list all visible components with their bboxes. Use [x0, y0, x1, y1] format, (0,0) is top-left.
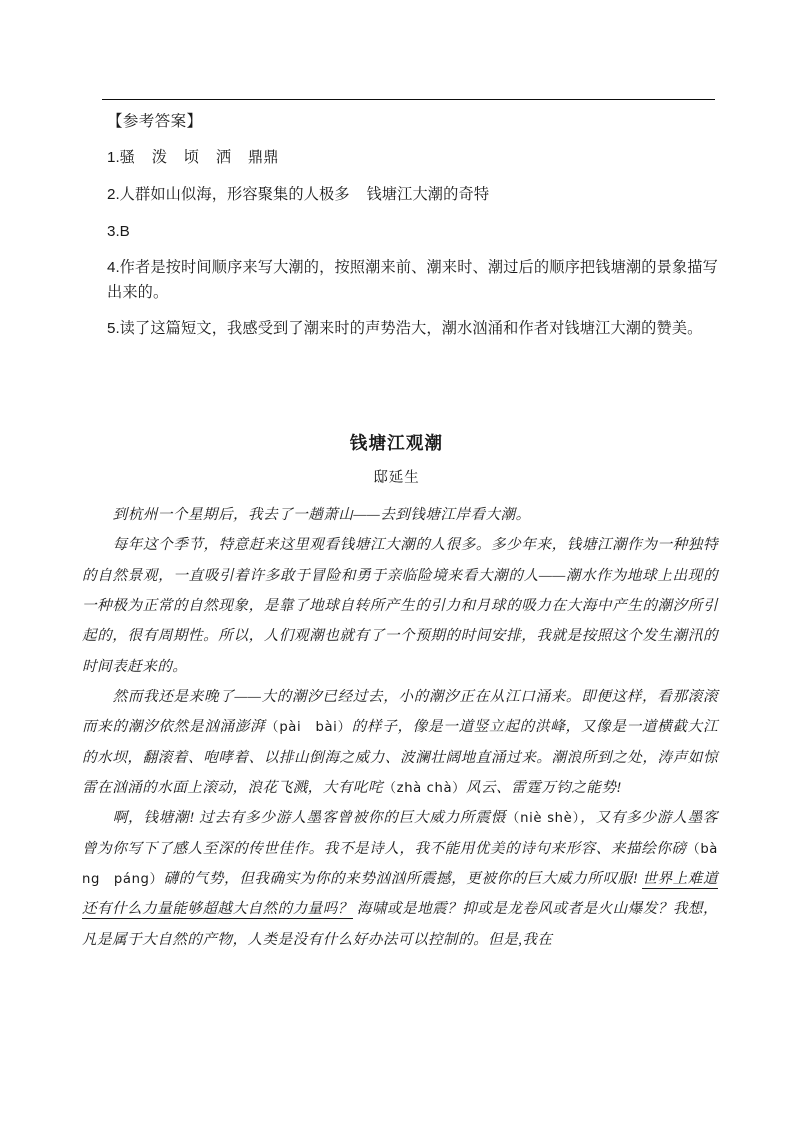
answer-item-1-extra-1: 顷	[183, 149, 200, 167]
answer-item-1-extra-0: 泼	[151, 149, 168, 167]
article-paragraph-4	[82, 803, 718, 955]
answer-item-2-number: 2.	[107, 185, 120, 203]
article-paragraph-2: 每年这个季节，特意赶来这里观看钱塘江大潮的人很多。多少年来，钱塘江潮作为一种独特的自然景观，一直吸引着许多敢于冒险和勇于亲临险境来看大潮的人——潮水作为地球上出现的一种极为正常的自然现象，是靠了地球自转所产生的引力和月球的吸力在大海中产生的潮汐所引起的，很有周期性。所以，人们观潮也就有了一个预期的时间安排，我就是按照这个发生潮汛的时间表赶来的。	[82, 537, 718, 675]
answer-item-1-extra-3: 鼎鼎	[247, 149, 279, 167]
paragraph-3-part-c: 风云、雷霆万钧之能势!	[465, 780, 622, 797]
paragraph-4-part-b: ，又有多少游人墨客曾为你写下了感人至深的传世佳作。我不是诗人，我不能用优美的诗句来形容、来描绘你磅	[82, 810, 718, 857]
paragraph-4-part-d: 海啸或是地震？抑或是龙卷风或者是火山爆发？我想，凡是属于大自然的产物，人类是没有什么好办法可以控制的。但是,我在	[82, 901, 718, 948]
pinyin-bangpang: （bàng páng）	[82, 841, 718, 888]
answer-item-3-number: 3.	[107, 222, 120, 240]
answer-item-2-text: 人群如山似海，形容聚集的人极多	[119, 185, 350, 203]
answer-item-2-extra-0: 钱塘江大潮的奇特	[366, 185, 490, 203]
answer-key-heading: 【参考答案】	[107, 113, 203, 130]
paragraph-3-part-a: 然而我还是来晚了——大的潮汐已经过去，小的潮汐正在从江口涌来。即便这样，看那滚滚而来的潮汐依然是汹涌澎湃	[82, 689, 718, 736]
answer-item-1-number: 1.	[107, 149, 120, 167]
answer-item-5	[82, 317, 718, 342]
answer-item-1-text: 骚	[119, 149, 136, 167]
answer-item-4-number: 4.	[107, 259, 120, 277]
answer-item-2	[82, 183, 718, 208]
article-body	[82, 500, 718, 955]
answer-item-1-extra-2: 洒	[215, 149, 232, 167]
paragraph-4-part-a: 啊，钱塘潮! 过去有多少游人墨客曾被你的巨大威力所震慑	[112, 810, 507, 827]
answer-item-1	[82, 146, 718, 171]
answer-item-3	[82, 220, 718, 245]
paragraph-4-part-c: 礴的气势，但我确实为你的来势汹汹所震撼，更被你的巨大威力所叹服!	[163, 871, 643, 888]
answer-item-4	[82, 256, 718, 305]
pinyin-chizha: （zhà chà）	[382, 781, 466, 797]
answer-item-3-text: B	[119, 222, 130, 240]
article-paragraph-1: 到杭州一个星期后，我去了一趟萧山——去到钱塘江岸看大潮。	[112, 507, 531, 523]
answer-item-4-text: 作者是按时间顺序来写大潮的，按照潮来前、潮来时、潮过后的顺序把钱塘潮的景象描写出来的。	[107, 259, 718, 301]
answer-key-section	[82, 110, 718, 354]
pinyin-zhenshe: （niè shè）	[506, 811, 581, 827]
paragraph-3-part-b: 的样子，像是一道竖立起的洪峰，又像是一道横截大江的水坝，翻滚着、咆哮着、以排山倒海之威力、波澜壮阔地直涌过来。潮浪所到之处，涛声如惊雷在汹涌的水面上滚动，浪花飞溅，大有叱咤	[82, 719, 719, 797]
header-divider-rule	[102, 99, 715, 100]
article-author: 邸延生	[373, 470, 420, 486]
pinyin-paihuai: （pài bài）	[265, 720, 352, 736]
answer-item-5-text: 读了这篇短文，我感受到了潮来时的声势浩大，潮水汹涌和作者对钱塘江大潮的赞美。	[119, 320, 703, 338]
article-paragraph-3	[82, 682, 718, 803]
article-title: 钱塘江观潮	[349, 433, 444, 453]
underlined-question: 世界上难道还有什么力量能够超越大自然的力量吗？	[82, 871, 718, 918]
answer-item-5-number: 5.	[107, 320, 120, 338]
